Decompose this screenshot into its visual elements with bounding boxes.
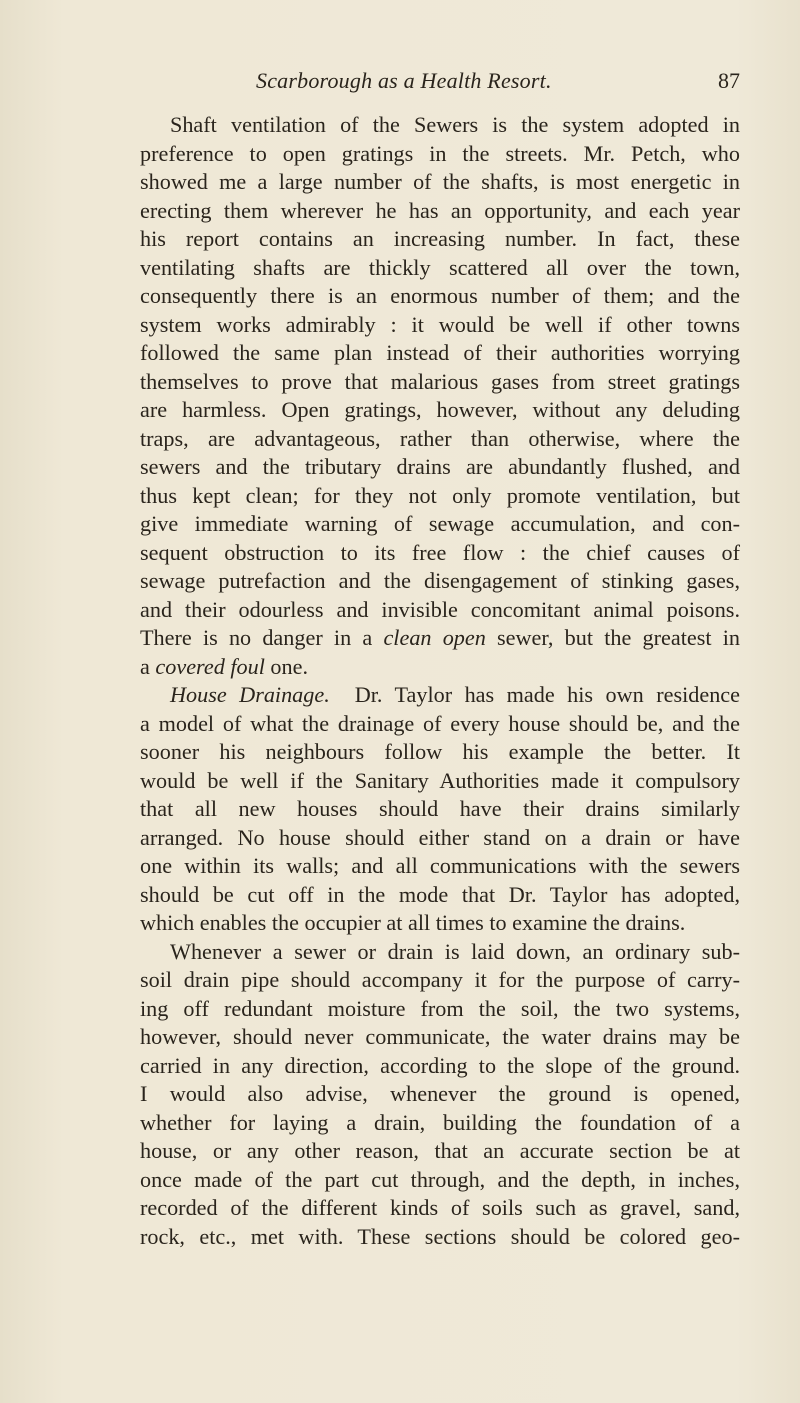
text-line: a covered foul one. <box>140 653 308 679</box>
text-line: House Drainage. Dr. Taylor has made his own residence <box>170 682 740 707</box>
text-line: carried in any direction, according to the slope of the ground. <box>140 1052 740 1078</box>
text-line: ing off redundant moisture from the soil, the two systems, <box>140 995 740 1021</box>
text-line: Shaft ventilation of the Sewers is the system adopted in <box>170 112 740 137</box>
italic-text: covered foul <box>155 653 265 679</box>
text-line: recorded of the different kinds of soils such as gravel, sand, <box>140 1195 740 1220</box>
text-line: sewers and the tributary drains are abundantly flushed, and <box>140 454 740 479</box>
text-line: house, or any other reason, that an accurate section be at <box>140 1138 740 1163</box>
text-line: themselves to prove that malarious gases from street gratings <box>140 368 740 394</box>
text-line: thus kept clean; for they not only promote ventilation, but <box>140 482 740 508</box>
text-line: arranged. No house should either stand on a drain or have <box>140 824 740 850</box>
text-line: would be well if the Sanitary Authorities made it compulsory <box>140 767 740 793</box>
text-line: sequent obstruction to its free flow : the chief causes of <box>140 539 740 565</box>
text-line: consequently there is an enormous number of them; and the <box>140 283 740 308</box>
text-line: and their odourless and invisible concomitant animal poisons. <box>140 596 740 622</box>
section-heading: House Drainage. <box>170 682 330 707</box>
text-line: which enables the occupier at all times to examine the drains. <box>140 910 686 935</box>
text-line: give immediate warning of sewage accumulation, and con- <box>140 511 740 536</box>
running-title: Scarborough as a Health Resort. <box>256 68 552 93</box>
text-line: one within its walls; and all communications with the sewers <box>140 853 740 878</box>
text-line: system works admirably : it would be well if other towns <box>140 311 740 337</box>
page-number: 87 <box>718 68 740 93</box>
text-line: There is no danger in a clean open sewer, but the greatest in <box>140 625 740 650</box>
text-line: whether for laying a drain, building the foundation of a <box>140 1109 740 1135</box>
italic-text: clean open <box>383 625 486 650</box>
text-line: showed me a large number of the shafts, is most energetic in <box>140 169 740 194</box>
body-text <box>140 111 740 1251</box>
text-line: should be cut off in the mode that Dr. Taylor has adopted, <box>140 881 740 907</box>
text-line: once made of the part cut through, and the depth, in inches, <box>140 1166 740 1192</box>
text-line: preference to open gratings in the streets. Mr. Petch, who <box>140 140 740 166</box>
text-line: a model of what the drainage of every house should be, and the <box>140 710 740 736</box>
text-line: traps, are advantageous, rather than otherwise, where the <box>140 425 740 451</box>
text-line: however, should never communicate, the water drains may be <box>140 1024 740 1049</box>
text-line: are harmless. Open gratings, however, without any deluding <box>140 397 740 422</box>
text-line: his report contains an increasing number. In fact, these <box>140 226 740 251</box>
text-line: I would also advise, whenever the ground is opened, <box>140 1081 740 1106</box>
text-line: erecting them wherever he has an opportunity, and each year <box>140 197 740 223</box>
text-line: Whenever a sewer or drain is laid down, an ordinary sub- <box>170 938 740 964</box>
text-line: soil drain pipe should accompany it for the purpose of carry- <box>140 967 740 992</box>
text-line: ventilating shafts are thickly scattered all over the town, <box>140 254 740 280</box>
text-line: that all new houses should have their drains similarly <box>140 796 740 821</box>
text-line: sewage putrefaction and the disengagement of stinking gases, <box>140 568 740 593</box>
text-line: rock, etc., met with. These sections should be colored geo- <box>140 1223 740 1249</box>
text-line: followed the same plan instead of their authorities worrying <box>140 340 740 365</box>
page-header <box>140 68 740 98</box>
text-line: sooner his neighbours follow his example the better. It <box>140 739 740 764</box>
